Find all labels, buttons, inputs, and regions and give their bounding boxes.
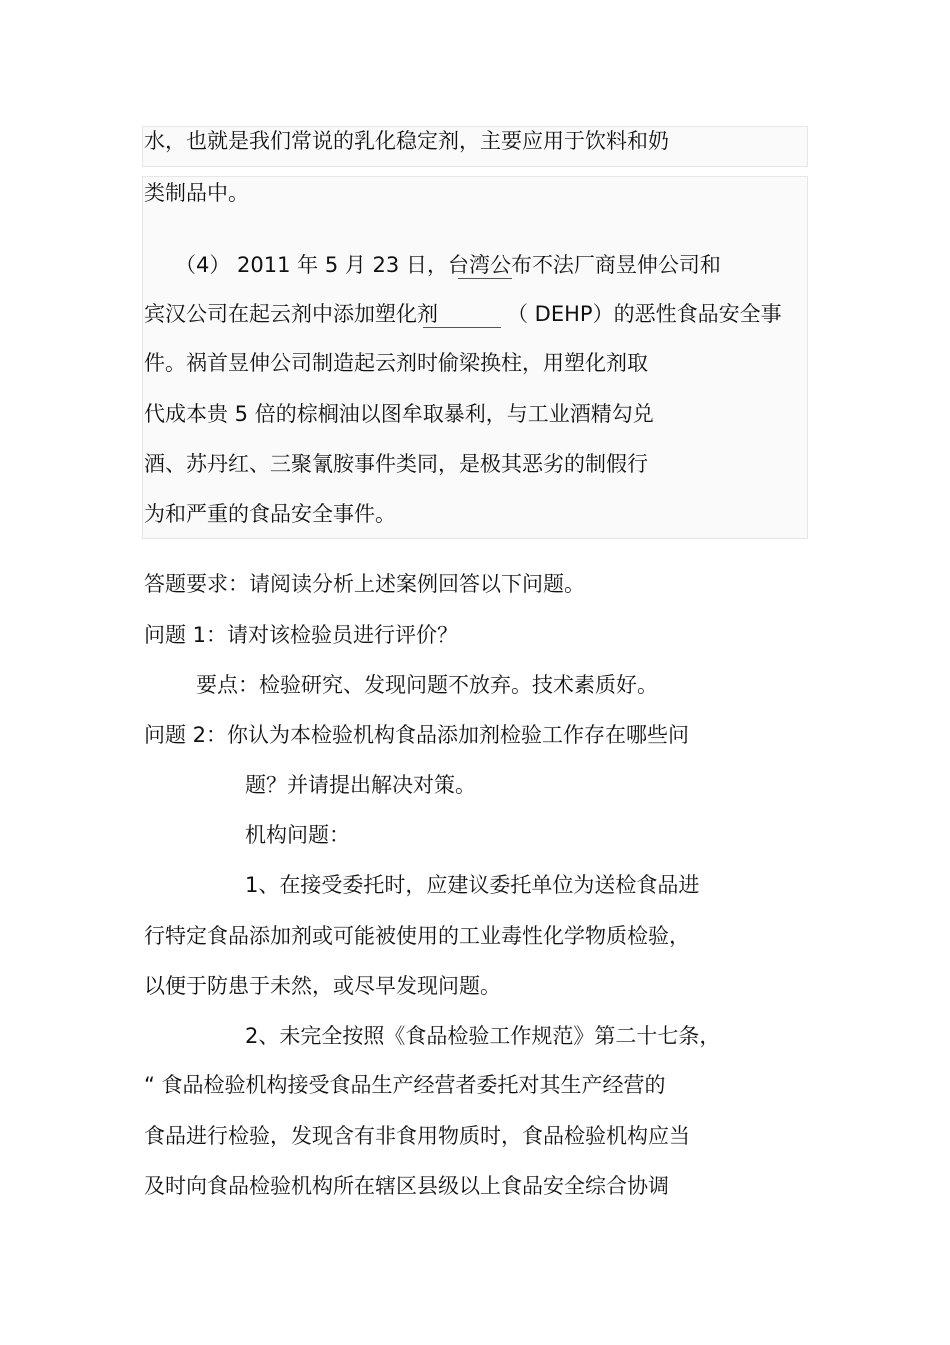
case-line: 件。祸首昱伸公司制造起云剂时偷梁换柱，用塑化剂取: [144, 351, 648, 375]
answer-line: 行特定食品添加剂或可能被使用的工业毒性化学物质检验，: [144, 924, 690, 948]
case-line: （ DEHP）的恶性食品安全事: [507, 302, 782, 326]
case-line: 酒、苏丹红、三聚氰胺事件类同，是极其恶劣的制假行: [144, 452, 648, 476]
answer-line: 及时向食品检验机构所在辖区县级以上食品安全综合协调: [144, 1174, 669, 1198]
case-line: （4） 2011 年 5 月 23 日，台湾公布不法厂商昱伸公司和: [175, 253, 721, 277]
answer-line: 以便于防患于未然，或尽早发现问题。: [144, 974, 501, 998]
question-2-cont: 题？并请提出解决对策。: [245, 773, 476, 797]
case-line: 代成本贵 5 倍的棕榈油以图牟取暴利，与工业酒精勾兑: [144, 402, 654, 426]
answer-line: 食品进行检验，发现含有非食用物质时，食品检验机构应当: [144, 1124, 690, 1148]
answer-line: “ 食品检验机构接受食品生产经营者委托对其生产经营的: [144, 1073, 666, 1097]
underline: [423, 327, 501, 328]
case-line: 类制品中。: [144, 181, 249, 205]
question-2: 问题 2：你认为本检验机构食品添加剂检验工作存在哪些问: [144, 723, 690, 747]
answer-line: 1、在接受委托时，应建议委托单位为送检食品进: [245, 873, 700, 897]
answer-requirement: 答题要求：请阅读分析上述案例回答以下问题。: [144, 572, 585, 596]
underline: [458, 278, 512, 279]
case-line: 水，也就是我们常说的乳化稳定剂，主要应用于饮料和奶: [144, 129, 669, 153]
org-problems-heading: 机构问题：: [245, 823, 350, 847]
case-line: 为和严重的食品安全事件。: [144, 502, 396, 526]
question-1-point: 要点：检验研究、发现问题不放弃。技术素质好。: [196, 673, 658, 697]
question-1: 问题 1：请对该检验员进行评价？: [144, 623, 459, 647]
answer-line: 2、未完全按照《食品检验工作规范》第二十七条，: [245, 1024, 721, 1048]
case-line: 宾汉公司在起云剂中添加塑化剂: [144, 302, 438, 326]
